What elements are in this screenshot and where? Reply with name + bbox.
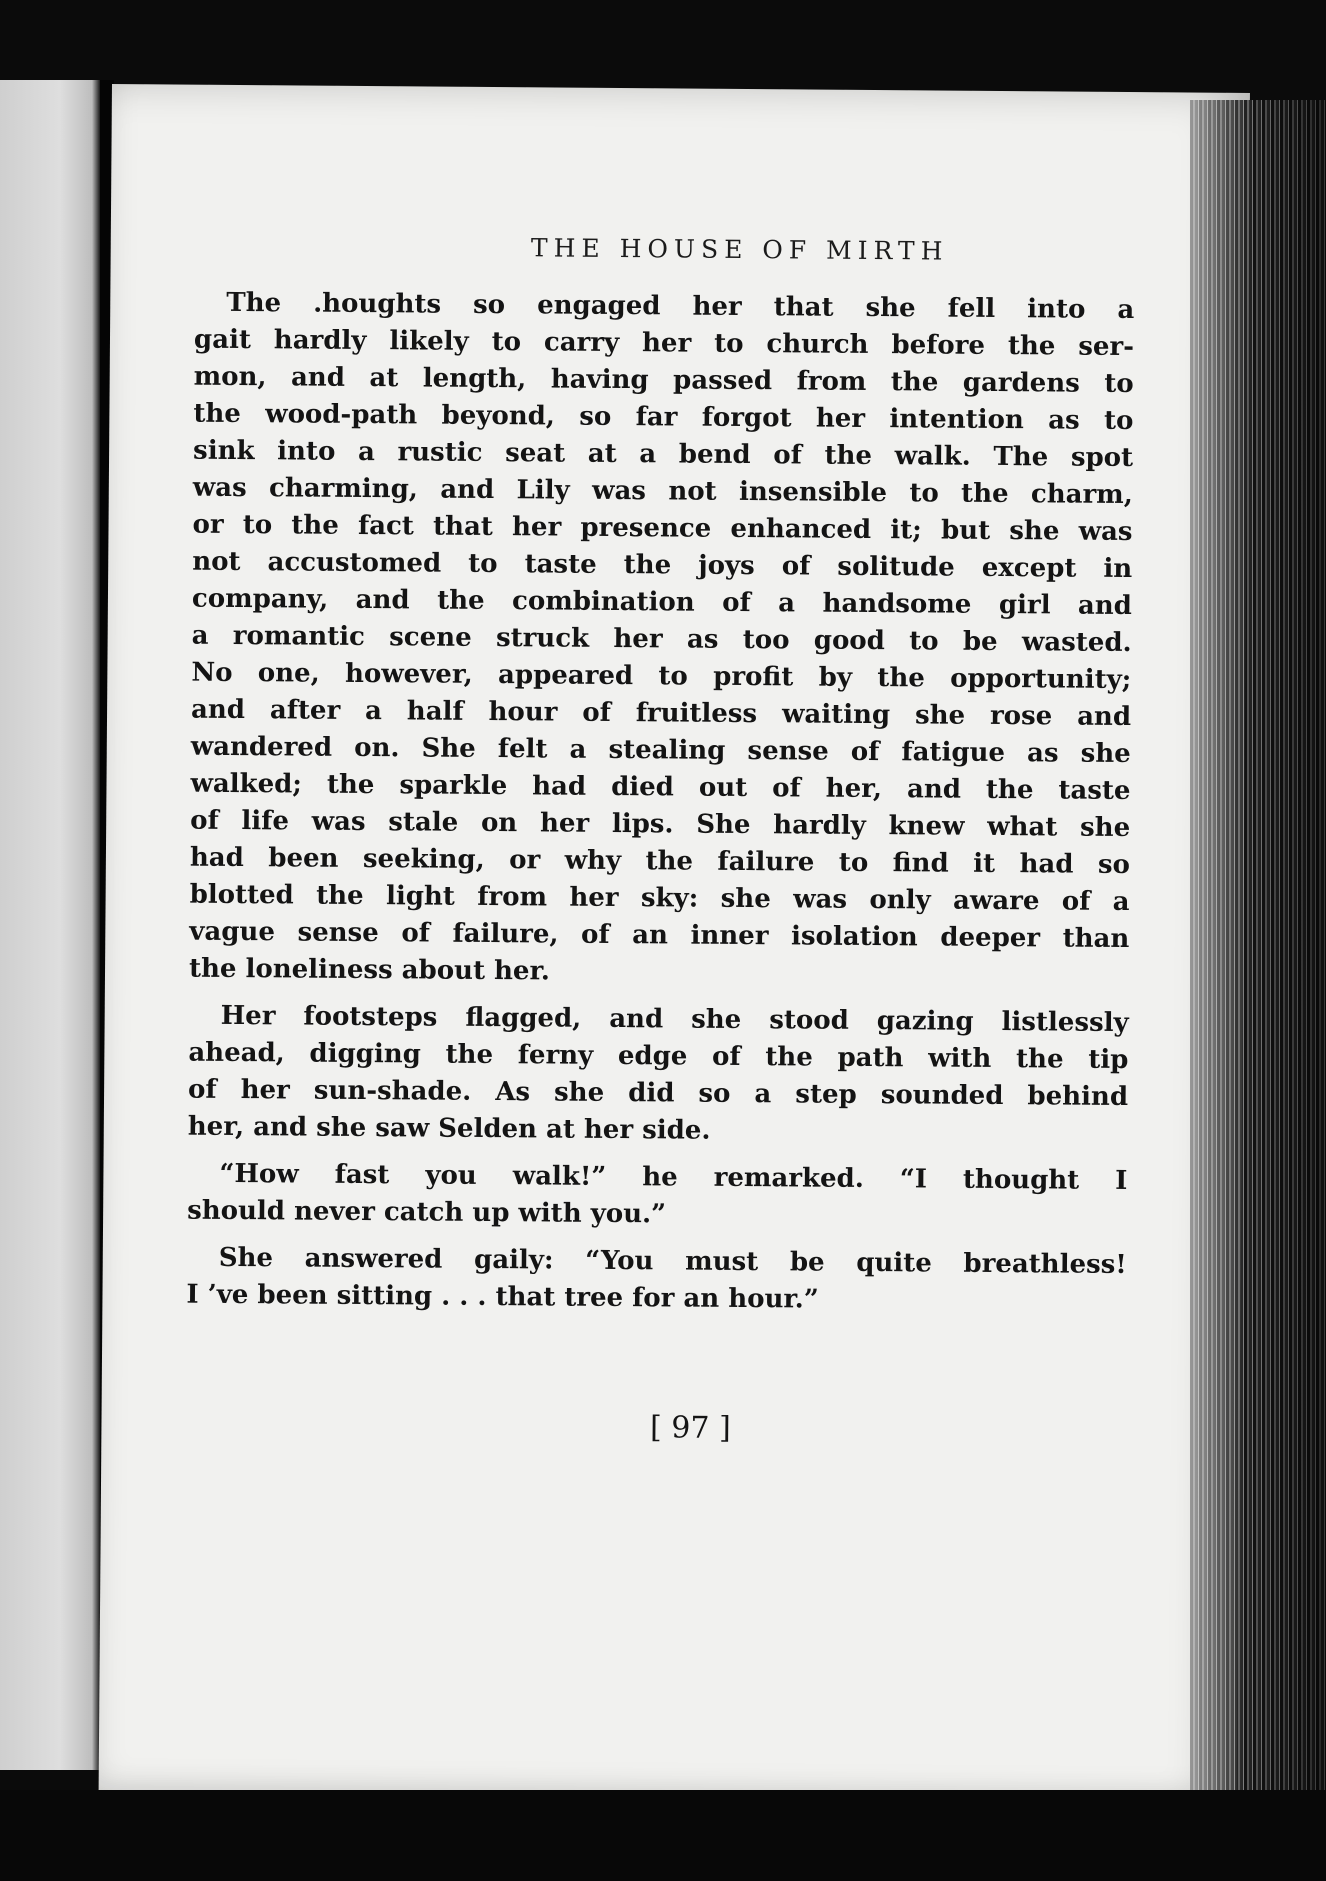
text-line: blotted the light from her sky: she was only aware of a — [189, 879, 1130, 918]
text-line: of life was stale on her lips. She hardly knew what she — [190, 805, 1131, 844]
text-line: was charming, and Lily was not insensible to the charm, — [192, 472, 1133, 511]
text-line: or to the fact that her presence enhanced it; but she was — [192, 509, 1133, 548]
text-line: not accustomed to taste the joys of solitude except in — [192, 546, 1133, 585]
text-line: “How fast you walk!” he remarked. “I thought I — [219, 1158, 1128, 1197]
text-line: her, and she saw Selden at her side. — [187, 1111, 711, 1146]
text-line: gait hardly likely to carry her to church before the ser- — [193, 324, 1135, 363]
text-line: sink into a rustic seat at a bend of the walk. The spot — [193, 435, 1134, 474]
text-line: vague sense of failure, of an inner isolation deeper than — [189, 916, 1130, 955]
text-line: walked; the sparkle had died out of her, and the taste — [190, 768, 1131, 807]
text-line: the wood-path beyond, so far forgot her intention as to — [193, 398, 1134, 437]
text-line: of her sun-shade. As she did so a step sounded behind — [187, 1074, 1129, 1113]
text-line: a romantic scene struck her as too good to be wasted. — [191, 620, 1132, 659]
scan-bottom-shadow — [0, 1790, 1326, 1881]
body-text — [186, 285, 1134, 1321]
text-line: mon, and at length, having passed from the gardens to — [193, 361, 1134, 400]
left-page-edge — [0, 80, 100, 1770]
running-head: THE HOUSE OF MIRTH — [530, 233, 949, 266]
text-line: ahead, digging the ferny edge of the path with the tip — [188, 1037, 1129, 1076]
text-line: No one, however, appeared to profit by the opportunity; — [191, 657, 1132, 696]
text-line: She answered gaily: “You must be quite breathless! — [218, 1242, 1127, 1281]
page-stack-shade — [1190, 100, 1326, 1820]
page-number: [ 97 ] — [649, 1410, 731, 1446]
book-page — [98, 84, 1249, 1813]
text-line: I ’ve been sittin᠎g . . . that tree for an hour.” — [186, 1279, 819, 1315]
text-line: Her footsteps flagged, and she stood gazing listlessly — [220, 1000, 1129, 1039]
text-line: the loneliness about her. — [188, 953, 551, 987]
text-line: The .houghts so engaged her that she fell into a — [226, 287, 1135, 326]
text-line: should never catch up with you.” — [187, 1195, 667, 1230]
text-line: had been seeking, or why the failure to find it had so — [189, 842, 1131, 881]
text-line: company, and the combination of a handsome girl and — [191, 583, 1133, 622]
text-line: wandered on. She felt a stealing sense of fatigue as she — [190, 731, 1131, 770]
text-line: and after a half hour of fruitless waiting she rose and — [190, 694, 1132, 733]
